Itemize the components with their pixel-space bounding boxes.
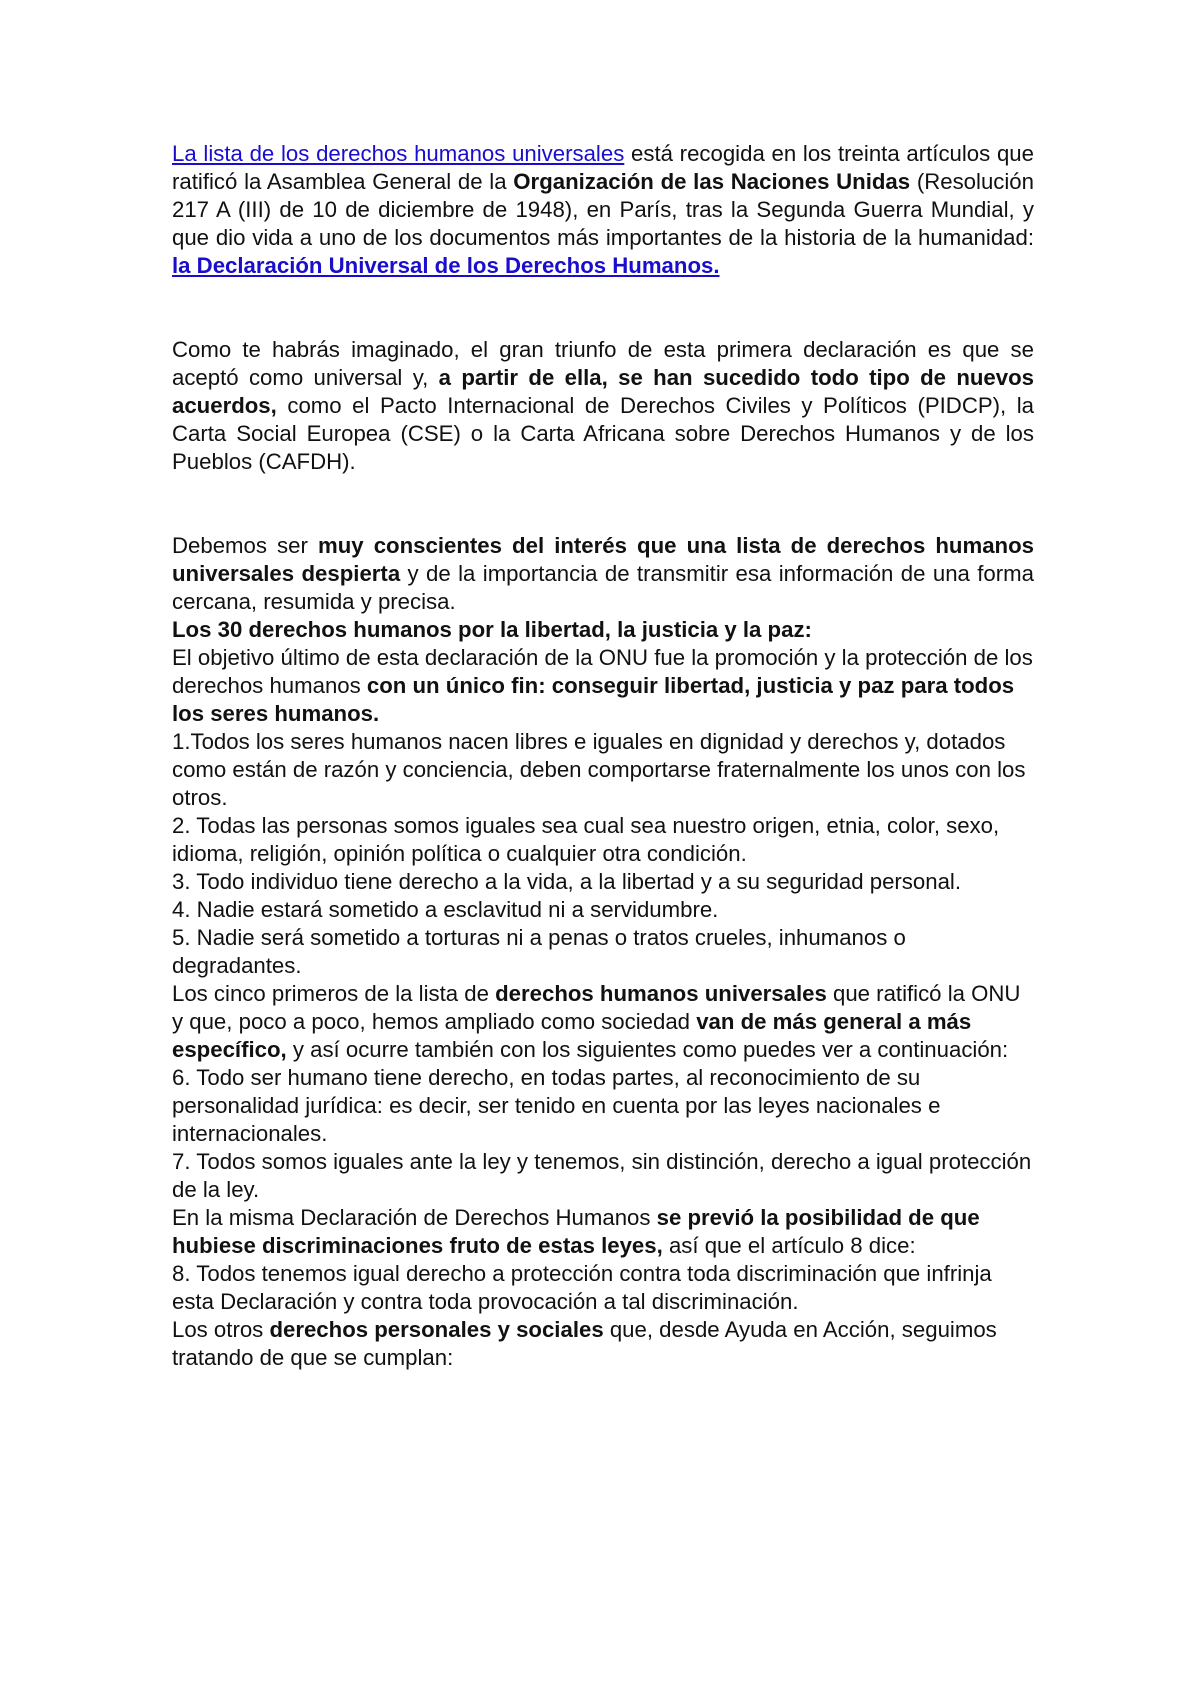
intro-paragraph (172, 140, 1034, 280)
right-item-2: 2. Todas las personas somos iguales sea cual sea nuestro origen, etnia, color, sexo, idioma, religión, opinión política o cualquier otra condición. (172, 813, 1000, 866)
right-item-7: 7. Todos somos iguales ante la ley y tenemos, sin distinción, derecho a igual protección de la ley. (172, 1149, 1032, 1202)
transition1-bold-2: van de más general a más específico, (172, 1009, 972, 1062)
para2-text-1: Como te habrás imaginado, el gran triunfo de esta primera declaración es que se aceptó como universal y, (172, 337, 1034, 390)
para3-text-2: y de la importancia de transmitir esa información de una forma cercana, resumida y precisa. (172, 561, 1034, 614)
declaration-link[interactable]: la Declaración Universal de los Derechos Humanos. (172, 253, 720, 278)
right-item-3: 3. Todo individuo tiene derecho a la vida, a la libertad y a su seguridad personal. (172, 869, 961, 894)
objective-bold-1: con un único fin: conseguir libertad, justicia y paz para todos los seres humanos. (172, 673, 1015, 726)
right-item-5: 5. Nadie será sometido a torturas ni a penas o tratos crueles, inhumanos o degradantes. (172, 925, 906, 978)
transition-paragraph-1 (172, 980, 1034, 1064)
para3-text-1: Debemos ser (172, 533, 318, 558)
transition1-text-1: Los cinco primeros de la lista de (172, 981, 496, 1006)
intro-bold-org: Organización de las Naciones Unidas (513, 169, 911, 194)
rights-list-link[interactable]: La lista de los derechos humanos universales (172, 141, 625, 166)
paragraph-gap (172, 476, 1034, 532)
para2-bold-1: a partir de ella, se han sucedido todo tipo de nuevos acuerdos, (172, 365, 1035, 418)
intro-text-1: está recogida en los treinta artículos que ratificó la Asamblea General de la (172, 141, 1034, 194)
right-item-1: 1.Todos los seres humanos nacen libres e iguales en dignidad y derechos y, dotados como están de razón y conciencia, deben comportarse fraternalmente los unos con los otros. (172, 729, 1026, 810)
rights-heading (172, 616, 1034, 644)
transition1-text-2: que ratificó la ONU y que, poco a poco, hemos ampliado como sociedad (172, 981, 1021, 1034)
intro-text-2: (Resolución 217 A (III) de 10 de diciembre de 1948), en París, tras la Segunda Guerra Mundial, y que dio vida a uno de los documentos más importantes de la historia de la humanidad: (172, 169, 1034, 250)
right-item-6: 6. Todo ser humano tiene derecho, en todas partes, al reconocimiento de su personalidad jurídica: es decir, ser tenido en cuenta por las leyes nacionales e internacionales. (172, 1065, 941, 1146)
closing-text-1: Los otros (172, 1317, 270, 1342)
right-item-4: 4. Nadie estará sometido a esclavitud ni a servidumbre. (172, 897, 719, 922)
transition1-text-3: y así ocurre también con los siguientes como puedes ver a continuación: (286, 1037, 1009, 1062)
transition2-bold-1: se previó la posibilidad de que hubiese discriminaciones fruto de estas leyes, (172, 1205, 980, 1258)
objective-paragraph (172, 644, 1034, 728)
para2-text-2: como el Pacto Internacional de Derechos Civiles y Políticos (PIDCP), la Carta Social Europea (CSE) o la Carta Africana sobre Derechos Humanos y de los Pueblos (CAFDH). (172, 393, 1034, 474)
closing-bold-1: derechos personales y sociales (269, 1317, 604, 1342)
closing-paragraph (172, 1316, 1034, 1372)
rights-heading-text: Los 30 derechos humanos por la libertad, la justicia y la paz: (172, 617, 812, 642)
document-page (172, 140, 1034, 1372)
third-paragraph (172, 532, 1034, 616)
closing-text-2: que, desde Ayuda en Acción, seguimos tratando de que se cumplan: (172, 1317, 997, 1370)
objective-text-1: El objetivo último de esta declaración de la ONU fue la promoción y la protección de los derechos humanos (172, 645, 1033, 698)
right-item-8: 8. Todos tenemos igual derecho a protección contra toda discriminación que infrinja esta Declaración y contra toda provocación a tal discriminación. (172, 1261, 992, 1314)
second-paragraph (172, 336, 1034, 476)
transition2-text-2: así que el artículo 8 dice: (662, 1233, 916, 1258)
transition1-bold-1: derechos humanos universales (495, 981, 827, 1006)
transition-paragraph-2 (172, 1204, 1034, 1260)
paragraph-gap (172, 280, 1034, 336)
transition2-text-1: En la misma Declaración de Derechos Humanos (172, 1205, 657, 1230)
para3-bold-1: muy conscientes del interés que una lista de derechos humanos universales despierta (172, 533, 1035, 586)
